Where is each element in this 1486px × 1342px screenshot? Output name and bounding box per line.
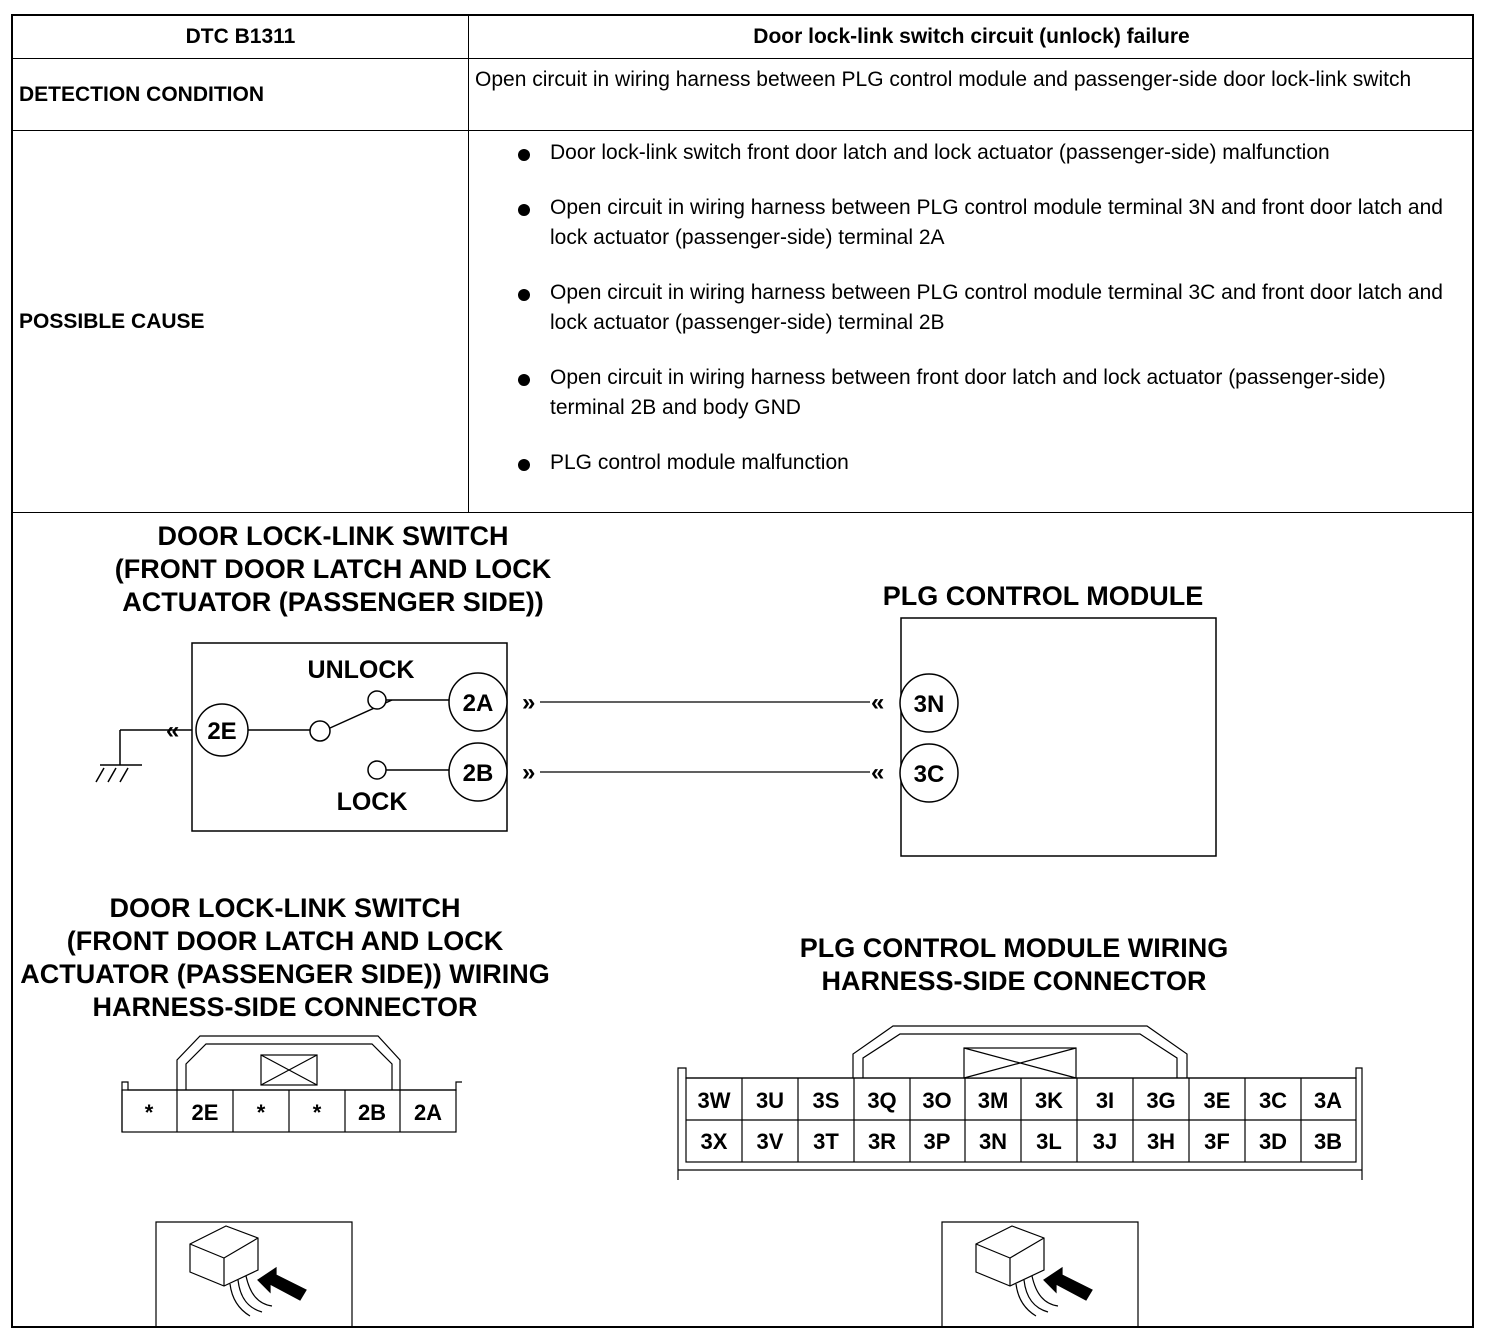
connector-pin: 3W [697, 1088, 731, 1113]
connector-pin: 2A [413, 1100, 443, 1125]
connector-pin: * [312, 1100, 322, 1125]
connector-pin: 3M [977, 1088, 1009, 1113]
connector-pin: 3Q [867, 1088, 897, 1113]
connector-chevron-icon: » [522, 689, 536, 716]
connector-chevron-icon: « [166, 717, 180, 744]
connector-chevron-icon: « [871, 689, 885, 716]
connector-pin: 3P [923, 1129, 951, 1154]
connector-pin: * [144, 1100, 154, 1125]
harness-wires [540, 702, 870, 772]
connector-pin: 3I [1095, 1088, 1115, 1113]
connector-pin: * [256, 1100, 266, 1125]
connector-pin: 3A [1313, 1088, 1343, 1113]
connector-chevron-icon: » [522, 759, 536, 786]
connector-pin: 3G [1146, 1088, 1176, 1113]
terminal-3c-label: 3C [913, 761, 945, 788]
cause-item: Open circuit in wiring harness between front door latch and lock actuator (passenger-side) terminal 2B and body GND [513, 363, 1443, 423]
switch-title [115, 521, 552, 617]
switch-title-line: DOOR LOCK-LINK SWITCH [157, 521, 509, 551]
connector-pin: 3E [1203, 1088, 1231, 1113]
connector-pin: 2E [191, 1100, 219, 1125]
switch-connector-body [122, 1036, 462, 1132]
connector-pin: 3K [1034, 1088, 1064, 1113]
lock-label: LOCK [336, 788, 408, 816]
connector-pin: 3J [1092, 1129, 1118, 1154]
module-title: PLG CONTROL MODULE [882, 581, 1204, 611]
harness-view-icon [156, 1222, 352, 1326]
module-connector-title [800, 933, 1228, 996]
connector-pin: 3T [813, 1129, 839, 1154]
connector-pin: 3H [1146, 1129, 1176, 1154]
connector-pin: 3V [756, 1129, 784, 1154]
connector-pin: 3N [978, 1129, 1008, 1154]
switch-connector-title-line: HARNESS-SIDE CONNECTOR [92, 992, 478, 1022]
switch-title-line: ACTUATOR (PASSENGER SIDE)) [122, 587, 544, 617]
switch-wiring [248, 691, 449, 779]
switch-connector-pins [145, 1100, 442, 1125]
cause-item: Door lock-link switch front door latch and lock actuator (passenger-side) malfunction [513, 138, 1443, 168]
cause-item: Open circuit in wiring harness between PLG control module terminal 3C and front door latch and lock actuator (passenger-side) terminal 2B [513, 278, 1443, 338]
connector-pin: 2B [357, 1100, 387, 1125]
cause-item: PLG control module malfunction [513, 448, 1443, 478]
terminal-2a-label: 2A [462, 690, 494, 717]
connector-pin: 3U [755, 1088, 785, 1113]
connector-pin: 3B [1313, 1129, 1343, 1154]
terminal-3n-label: 3N [913, 691, 945, 718]
detection-condition-text: Open circuit in wiring harness between PLG control module and passenger-side door lock-link switch [475, 68, 1412, 91]
detection-condition-label: DETECTION CONDITION [19, 83, 264, 106]
connector-pin: 3F [1204, 1129, 1230, 1154]
terminal-2e-label: 2E [207, 718, 237, 745]
connector-pin: 3O [922, 1088, 952, 1113]
cause-item: Open circuit in wiring harness between PLG control module terminal 3N and front door latch and lock actuator (passenger-side) terminal 2A [513, 193, 1443, 253]
module-connector-title-line: PLG CONTROL MODULE WIRING [799, 933, 1229, 963]
connector-pin: 3X [700, 1129, 728, 1154]
harness-view-icon [942, 1222, 1138, 1326]
switch-connector-title-line: DOOR LOCK-LINK SWITCH [109, 893, 461, 923]
header-dtc-title: Door lock-link switch circuit (unlock) failure [753, 25, 1190, 48]
connector-pin: 3L [1036, 1129, 1062, 1154]
connector-pin: 3S [812, 1088, 840, 1113]
switch-connector-title-line: (FRONT DOOR LATCH AND LOCK [66, 926, 504, 956]
connector-pin: 3C [1258, 1088, 1288, 1113]
switch-title-line: (FRONT DOOR LATCH AND LOCK [114, 554, 552, 584]
module-connector-title-line: HARNESS-SIDE CONNECTOR [821, 966, 1207, 996]
switch-connector-title [20, 893, 550, 1022]
connector-chevron-icon: « [871, 759, 885, 786]
connector-pin: 3D [1258, 1129, 1288, 1154]
possible-cause-label: POSSIBLE CAUSE [19, 310, 205, 333]
switch-connector-title-line: ACTUATOR (PASSENGER SIDE)) WIRING [20, 959, 550, 989]
connector-pin: 3R [867, 1129, 897, 1154]
unlock-label: UNLOCK [307, 656, 415, 684]
terminal-2b-label: 2B [462, 760, 494, 787]
module-box [901, 618, 1216, 856]
header-dtc-code: DTC B1311 [185, 25, 296, 48]
